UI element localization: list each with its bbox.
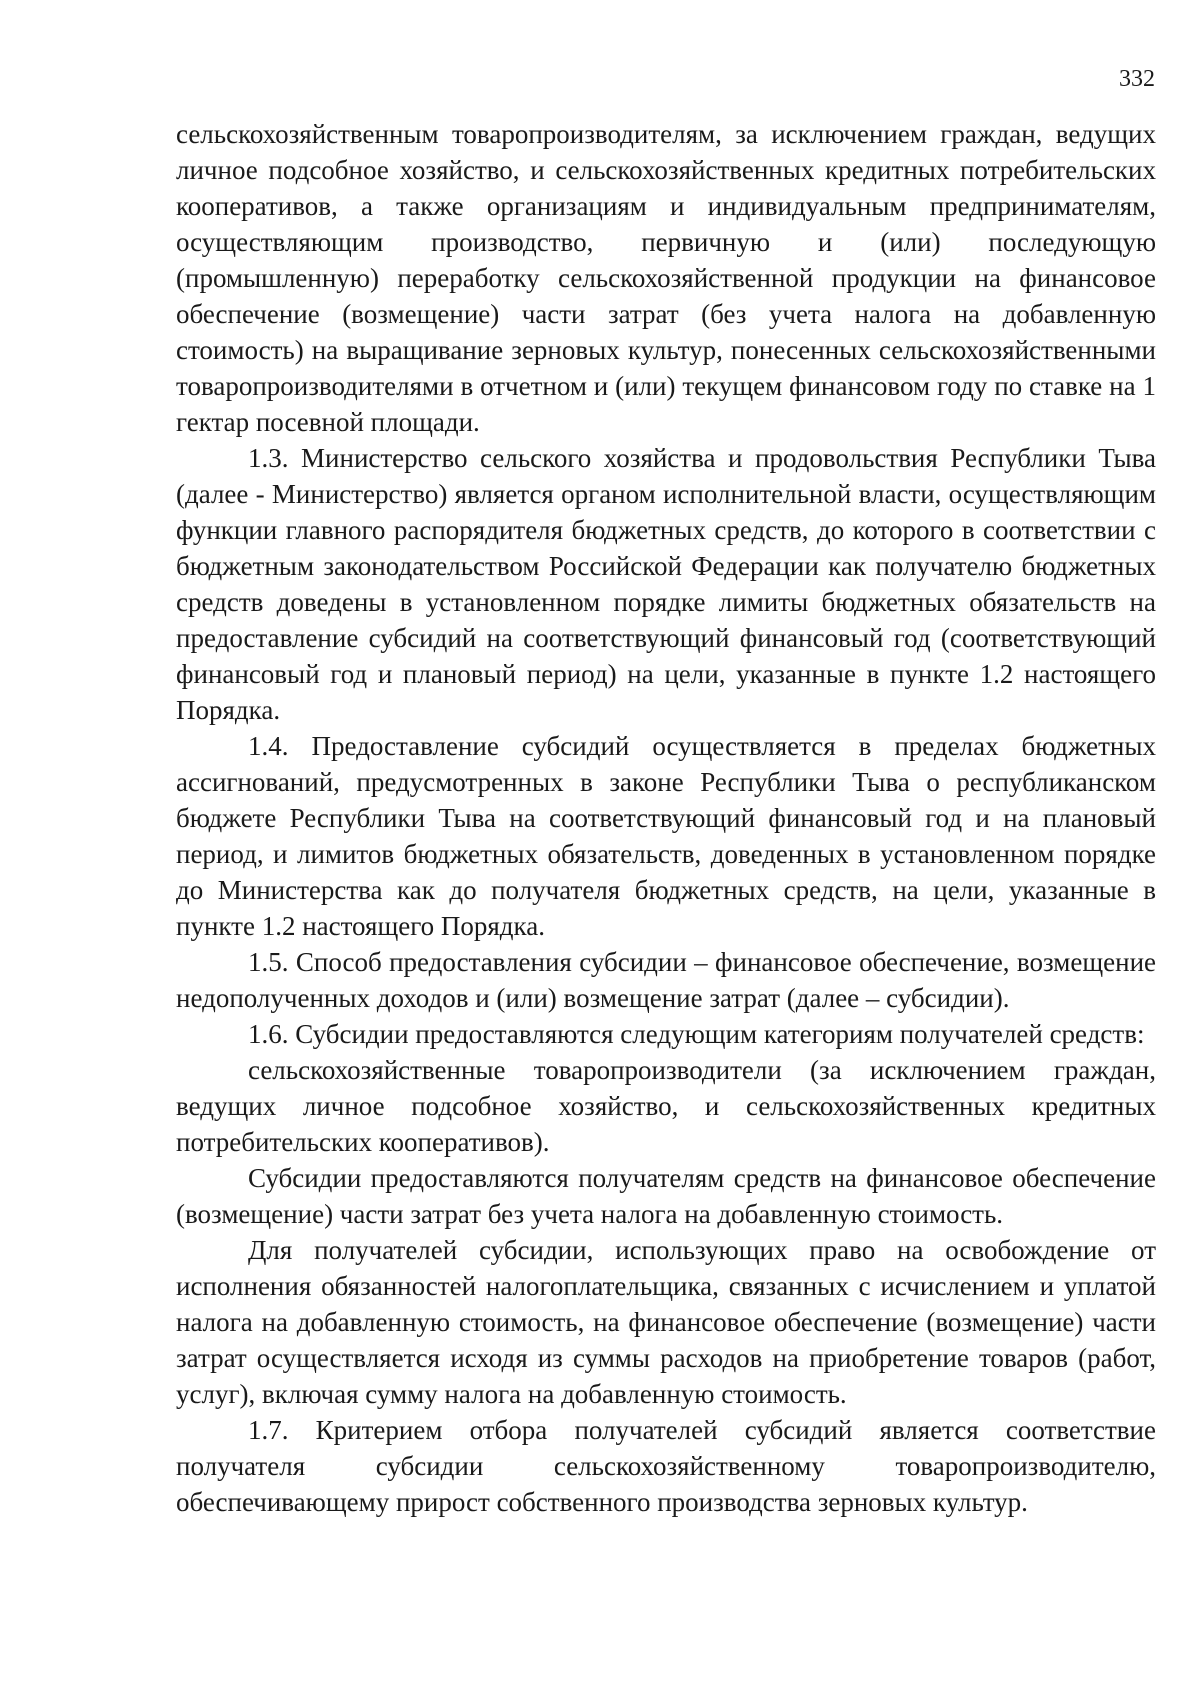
paragraph-intro-continued: сельскохозяйственным товаропроизводителям, за исключением граждан, ведущих личное подсобное хозяйство, и сельскохозяйственных кредитных потребительских кооперативов, а также организациям и индивидуальным предпринимателям, осуществляющим производство, первичную и (или) последующую (промышленную) переработку сельскохозяйственной продукции на финансовое обеспечение (возмещение) части затрат (без учета налога на добавленную стоимость) на выращивание зерновых культур, понесенных сельскохозяйственными товаропроизводителями в отчетном и (или) текущем финансовом году по ставке на 1 гектар посевной площади.	[176, 119, 1156, 437]
paragraph-clause-1-4: 1.4. Предоставление субсидий осуществляется в пределах бюджетных ассигнований, предусмотренных в законе Республики Тыва о республиканском бюджете Республики Тыва на соответствующий финансовый год и на плановый период, и лимитов бюджетных обязательств, доведенных в установленном порядке до Министерства как до получателя бюджетных средств, на цели, указанные в пункте 1.2 настоящего Порядка.	[176, 731, 1156, 941]
page-number: 332	[1119, 66, 1155, 92]
paragraph-vat-exemption: Для получателей субсидии, использующих право на освобождение от исполнения обязанностей налогоплательщика, связанных с исчислением и уплатой налога на добавленную стоимость, на финансовое обеспечение (возмещение) части затрат осуществляется исходя из суммы расходов на приобретение товаров (работ, услуг), включая сумму налога на добавленную стоимость.	[176, 1235, 1156, 1409]
paragraph-purpose: Субсидии предоставляются получателям средств на финансовое обеспечение (возмещение) части затрат без учета налога на добавленную стоимость.	[176, 1163, 1156, 1229]
paragraph-recipients: сельскохозяйственные товаропроизводители (за исключением граждан, ведущих личное подсобное хозяйство, и сельскохозяйственных кредитных потребительских кооперативов).	[176, 1055, 1156, 1157]
paragraph-clause-1-6: 1.6. Субсидии предоставляются следующим категориям получателей средств:	[248, 1019, 1145, 1049]
paragraph-clause-1-5: 1.5. Способ предоставления субсидии – финансовое обеспечение, возмещение недополученных доходов и (или) возмещение затрат (далее – субсидии).	[176, 947, 1156, 1013]
paragraph-clause-1-7: 1.7. Критерием отбора получателей субсидий является соответствие получателя субсидии сельскохозяйственному товаропроизводителю, обеспечивающему прирост собственного производства зерновых культур.	[176, 1415, 1156, 1517]
paragraph-clause-1-3: 1.3. Министерство сельского хозяйства и продовольствия Республики Тыва (далее - Министерство) является органом исполнительной власти, осуществляющим функции главного распорядителя бюджетных средств, до которого в соответствии с бюджетным законодательством Российской Федерации как получателю бюджетных средств доведены в установленном порядке лимиты бюджетных обязательств на предоставление субсидий на соответствующий финансовый год (соответствующий финансовый год и плановый период) на цели, указанные в пункте 1.2 настоящего Порядка.	[176, 443, 1156, 725]
document-body	[176, 116, 1156, 1520]
